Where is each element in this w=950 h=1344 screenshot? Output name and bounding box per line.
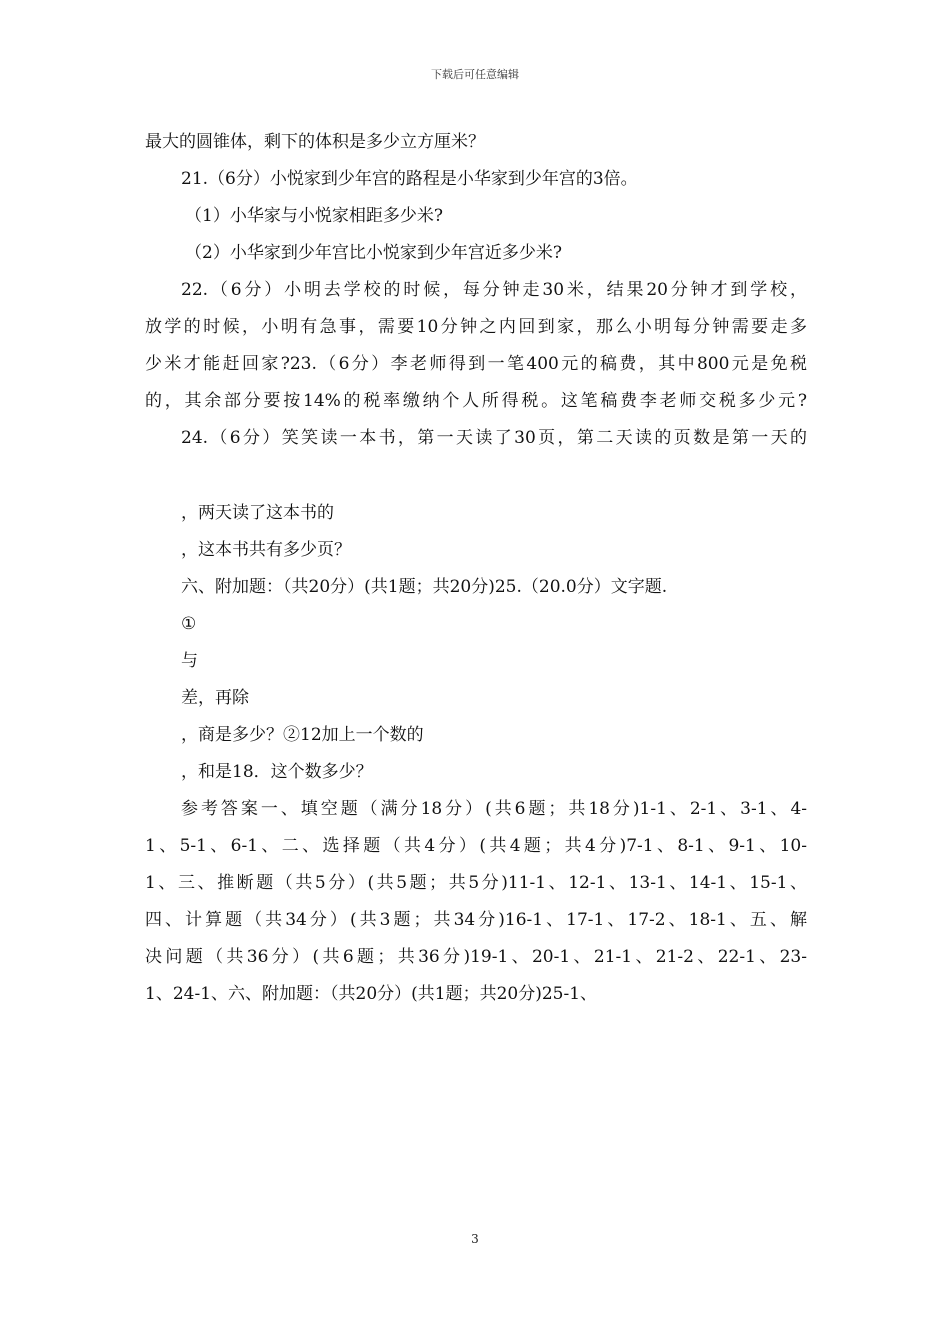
text-line: 决问题（共36分）(共6题；共36分)19-1、20-1、21-1、21-2、22-1、23- (145, 947, 807, 967)
section-6-heading: 六、附加题：（共20分）(共1题；共20分)25.（20.0分）文字题. (181, 577, 668, 597)
text-line: ，商是多少？②12加上一个数的 (181, 725, 424, 745)
question-24: 24.（6分）笑笑读一本书，第一天读了30页，第二天读的页数是第一天的 (181, 428, 807, 448)
page-header: 下载后可任意编辑 (431, 68, 519, 81)
text-line: 四、计算题（共34分）(共3题；共34分)16-1、17-1、17-2、18-1、五、解 (145, 910, 807, 930)
fraction-gap (145, 457, 807, 495)
text-line: 最大的圆锥体，剩下的体积是多少立方厘米？ (145, 132, 485, 152)
text-line: 差，再除 (181, 688, 249, 708)
text-line: 1、三、推断题（共5分）(共5题；共5分)11-1、12-1、13-1、14-1、15-1、 (145, 873, 807, 893)
document-body (145, 124, 807, 1013)
text-line: ，和是18．这个数多少？ (181, 762, 373, 782)
text-line: ① (181, 614, 197, 634)
page-number: 3 (471, 1232, 479, 1246)
question-22: 22.（6分）小明去学校的时候，每分钟走30米，结果20分钟才到学校， (181, 280, 807, 300)
question-21-part-1: （1）小华家与小悦家相距多少米? (185, 206, 443, 226)
text-line: 放学的时候，小明有急事，需要10分钟之内回到家，那么小明每分钟需要走多 (145, 317, 807, 337)
text-line: 的，其余部分要按14%的税率缴纳个人所得税。这笔稿费李老师交税多少元? (145, 391, 807, 411)
text-line: 1、24-1、六、附加题：（共20分）(共1题；共20分)25-1、 (145, 984, 598, 1004)
question-21: 21.（6分）小悦家到少年宫的路程是小华家到少年宫的3倍。 (181, 169, 638, 189)
text-line: 1、5-1、6-1、二、选择题（共4分）(共4题；共4分)7-1、8-1、9-1、10- (145, 836, 807, 856)
text-line: 与 (181, 651, 198, 671)
question-21-part-2: （2）小华家到少年宫比小悦家到少年宫近多少米? (185, 243, 562, 263)
answer-key-heading: 参考答案一、填空题（满分18分）(共6题；共18分)1-1、2-1、3-1、4- (181, 799, 807, 819)
text-line: ，这本书共有多少页？ (181, 540, 351, 560)
text-line: 少米才能赶回家?23.（6分）李老师得到一笔400元的稿费，其中800元是免税 (145, 354, 807, 374)
text-line: ，两天读了这本书的 (181, 503, 334, 523)
